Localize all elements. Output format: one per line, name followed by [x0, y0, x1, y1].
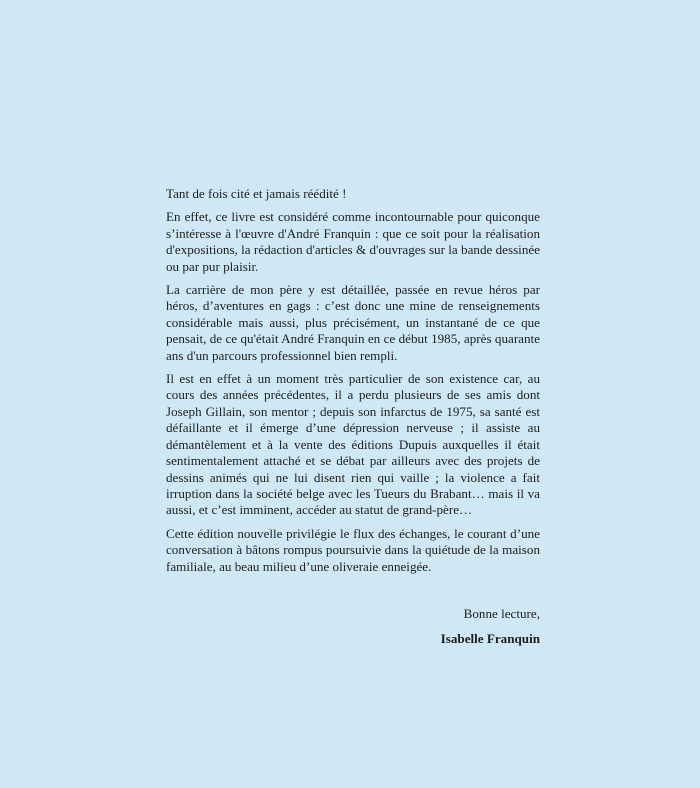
opening-line: Tant de fois cité et jamais réédité !: [166, 186, 347, 201]
paragraph-edition: Cette édition nouvelle privilégie le flux des échanges, le courant d’une conversation à bâtons rompus poursuivie dans la quiétude de la maison familiale, au beau milieu d’une oliveraie enneigée.: [166, 525, 540, 574]
paragraph-career: La carrière de mon père y est détaillée, passée en revue héros par héros, d’aventures en gags : c’est donc une mine de renseignements considérable mais aussi, plus précisément, un instantané de ce que pensait, de ce qu'était André Franquin en ce début 1985, après quarante ans d'un parcours professionnel bien rempli.: [166, 282, 540, 363]
paragraph-context: Il est en effet à un moment très particulier de son existence car, au cours des années précédentes, il a perdu plusieurs de ses amis dont Joseph Gillain, son mentor ; depuis son infarctus de 1975, sa santé est défaillante et il émerge d’une dépression nerveuse ; il assiste au démantèlement et à la vente des éditions Dupuis auxquelles il était sentimentalement attaché et se débat par ailleurs avec des projets de dessins animés qui ne lui disent rien qui vaille ; la violence a fait irruption dans la société belge avec les Tueurs du Brabant… mais il va aussi, et c’est imminent, accéder au statut de grand-père…: [166, 371, 540, 518]
closing-line: Bonne lecture,: [463, 605, 540, 621]
letter-body: [166, 186, 540, 648]
paragraph-intro: En effet, ce livre est considéré comme incontournable pour quiconque s’intéresse à l'œuvre d'André Franquin : que ce soit pour la réalisation d'expositions, la rédaction d'articles & d'ouvrages sur la bande dessinée ou par pur plaisir.: [166, 209, 540, 274]
signature: Isabelle Franquin: [440, 631, 540, 647]
